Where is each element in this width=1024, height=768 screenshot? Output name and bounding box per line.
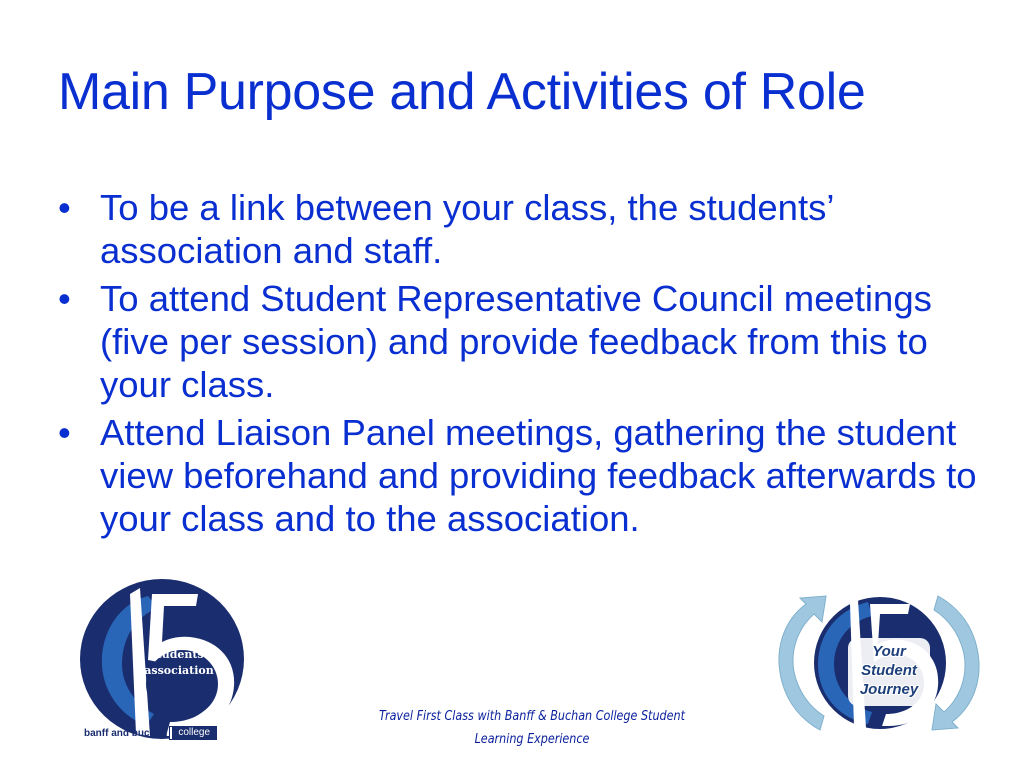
bullet-marker: • [58, 187, 71, 228]
bullet-text: To be a link between your class, the students’ association and staff. [100, 187, 834, 271]
bullet-marker: • [58, 412, 71, 453]
bullet-text: Attend Liaison Panel meetings, gathering the student view beforehand and providing feedback afterwards to your class and to the association. [100, 412, 977, 539]
bullet-item [58, 411, 988, 540]
bullet-item [58, 186, 988, 272]
college-name: banff and buchan [84, 727, 168, 739]
your-student-journey-wordmark: Your Student Journey [859, 643, 919, 698]
college-wordmark [84, 727, 216, 739]
bullet-item [58, 277, 988, 406]
bullet-text: To attend Student Representative Council meetings (five per session) and provide feedback from this to your class. [100, 278, 932, 405]
students-association-wordmark: students’ association [144, 648, 214, 677]
bullet-list [58, 186, 988, 545]
slide-title: Main Purpose and Activities of Role [58, 63, 866, 121]
bullet-marker: • [58, 278, 71, 319]
college-word: college [170, 727, 216, 739]
footer-caption: Travel First Class with Banff & Buchan College Student Learning Experience [379, 709, 685, 747]
